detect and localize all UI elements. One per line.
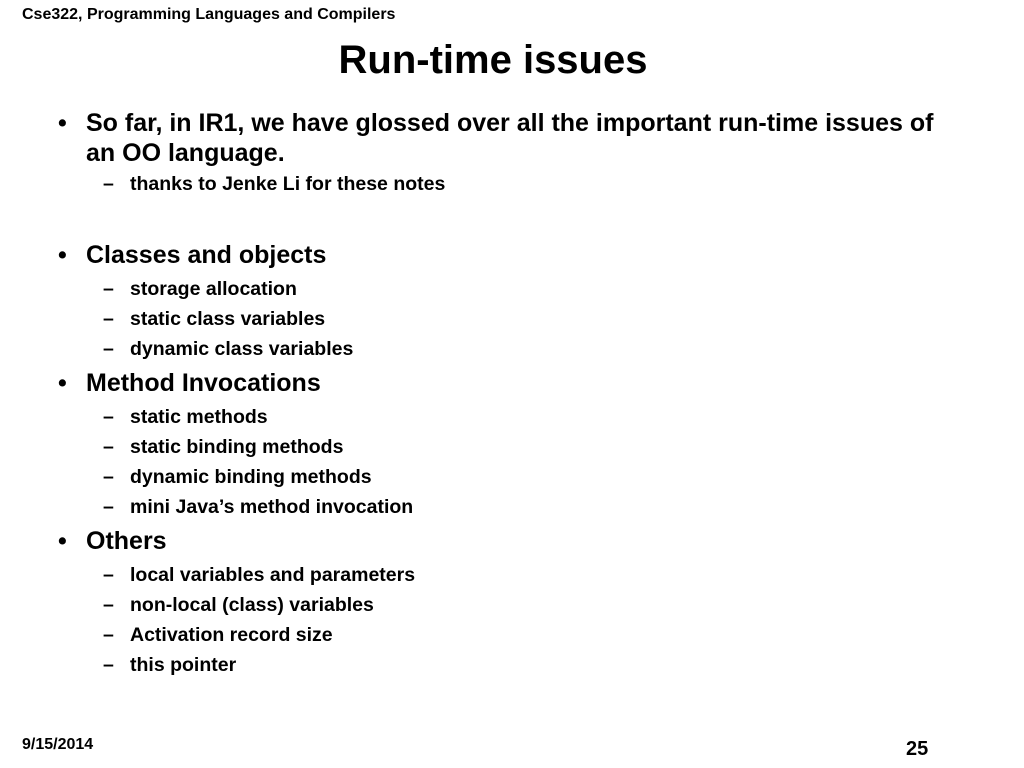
sub-item-text: non-local (class) variables (130, 594, 374, 616)
sub-item (103, 623, 903, 647)
bullet-mark: • (58, 527, 67, 555)
sub-item (103, 563, 903, 587)
bullet-text: Others (86, 527, 167, 555)
bullet-item (58, 240, 958, 270)
dash-mark: – (103, 338, 114, 360)
dash-mark: – (103, 496, 114, 518)
dash-mark: – (103, 278, 114, 300)
sub-item (103, 172, 903, 196)
sub-item (103, 495, 903, 519)
sub-item-text: storage allocation (130, 278, 297, 300)
dash-mark: – (103, 406, 114, 428)
slide-title: Run-time issues (338, 38, 648, 82)
bullet-item (58, 368, 958, 398)
bullet-item (58, 526, 958, 556)
bullet-text: So far, in IR1, we have glossed over all the important run-time issues of an OO language. (86, 109, 934, 167)
sub-item-text: this pointer (130, 654, 237, 676)
dash-mark: – (103, 466, 114, 488)
dash-mark: – (103, 624, 114, 646)
sub-item (103, 337, 903, 361)
sub-item (103, 593, 903, 617)
dash-mark: – (103, 594, 114, 616)
footer-date: 9/15/2014 (22, 736, 94, 753)
sub-item-text: dynamic binding methods (130, 466, 372, 488)
dash-mark: – (103, 173, 114, 195)
dash-mark: – (103, 308, 114, 330)
sub-item-text: local variables and parameters (130, 564, 416, 586)
sub-item (103, 465, 903, 489)
sub-item-text: static binding methods (130, 436, 344, 458)
sub-item-text: static methods (130, 406, 268, 428)
sub-item (103, 307, 903, 331)
dash-mark: – (103, 564, 114, 586)
sub-item-text: thanks to Jenke Li for these notes (130, 173, 446, 195)
bullet-text: Method Invocations (86, 369, 321, 397)
sub-item-text: Activation record size (130, 624, 333, 646)
sub-item-text: dynamic class variables (130, 338, 354, 360)
sub-item (103, 277, 903, 301)
bullet-item (58, 108, 958, 168)
page-number: 25 (906, 738, 929, 760)
sub-item (103, 653, 903, 677)
bullet-mark: • (58, 369, 67, 397)
bullet-mark: • (58, 241, 67, 269)
sub-item (103, 435, 903, 459)
sub-item (103, 405, 903, 429)
bullet-mark: • (58, 109, 67, 137)
dash-mark: – (103, 654, 114, 676)
sub-item-text: mini Java’s method invocation (130, 496, 414, 518)
course-header: Cse322, Programming Languages and Compilers (22, 6, 396, 23)
dash-mark: – (103, 436, 114, 458)
bullet-text: Classes and objects (86, 241, 327, 269)
sub-item-text: static class variables (130, 308, 326, 330)
